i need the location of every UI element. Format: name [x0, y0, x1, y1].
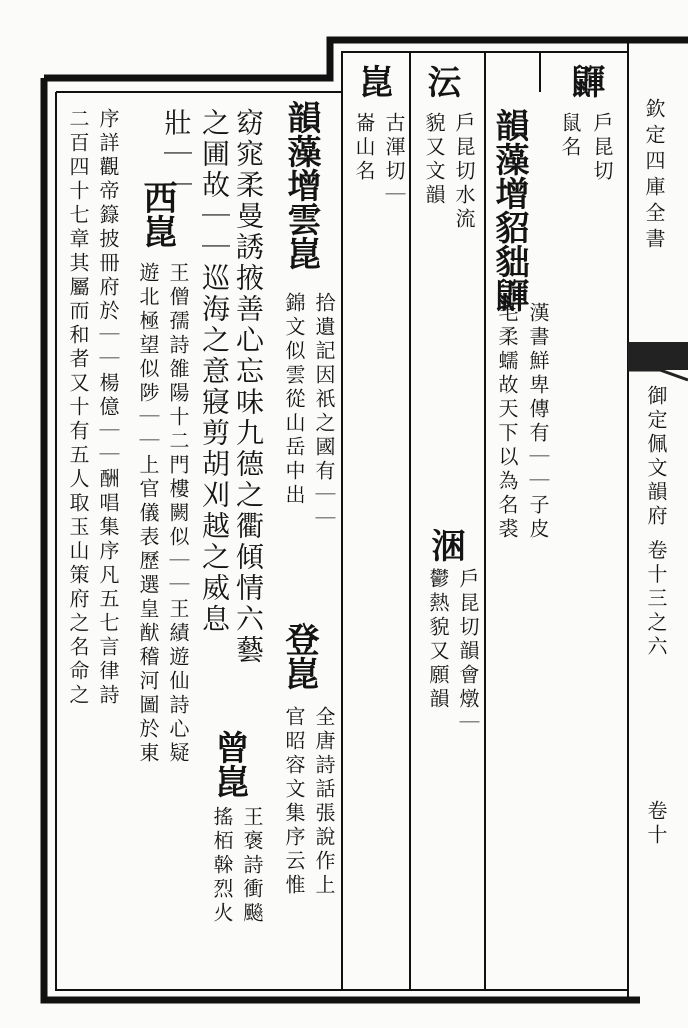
c3-note: 戶昆切水流 — [452, 112, 476, 232]
c8-text2: 二百四十七章其屬而和者又十有五人取玉山策府之名命之 — [66, 108, 90, 708]
c6-note2: 搖栢榦烈火 — [210, 806, 234, 926]
c5-note2: 錦文似雲從山岳中出 — [282, 292, 306, 508]
c7-head: 西崑 — [137, 180, 177, 248]
c6-note: 王褒詩衝飈 — [240, 806, 264, 926]
c3-note3: 戶昆切韻會燉｜ — [456, 568, 480, 736]
c6-text2: 之圃故｜｜巡海之意寢剪胡刈越之威息 — [198, 108, 231, 635]
c5-head: 韻藻增雲崑 — [281, 100, 321, 270]
c1-note2: 鼠名 — [558, 112, 582, 160]
book-title: 欽定四庫全書 — [642, 98, 666, 254]
c2-note2: 毛柔蠕故天下以為名裘 — [495, 302, 519, 542]
c5-head2: 登崑 — [279, 622, 319, 690]
c1-note: 戶昆切 — [590, 112, 614, 184]
c4-head: 崑 — [353, 64, 393, 98]
c3-head: 沄 — [421, 64, 461, 98]
c7-note: 王僧孺詩雒陽十二門樓闕似｜｜王績遊仙詩心疑 — [166, 262, 190, 766]
c2-note: 漢書鮮卑傳有｜｜子皮 — [526, 302, 550, 542]
c6-head: 曾崑 — [209, 730, 249, 798]
c5-note3: 全唐詩話張說作上 — [312, 706, 336, 898]
leaf-number: 卷十 — [644, 800, 668, 848]
c1-head: 鼲 — [565, 64, 605, 98]
c3-note2: 貌又文韻 — [422, 112, 446, 208]
c3-head2: 涃 — [425, 528, 465, 562]
c3-note4: 鬱熱貌又願韻 — [426, 568, 450, 712]
c4-note: 古渾切｜ — [382, 112, 406, 208]
c7-note2: 遊北極望似陟｜｜上官儀表歷選皇猷稽河圖於東 — [136, 262, 160, 766]
c7-text: 壯｜｜ — [160, 108, 193, 201]
c4-note2: 崙山名 — [352, 112, 376, 184]
c6-text: 窈窕柔曼誘掖善心忘味九德之衢傾情六藝 — [232, 108, 265, 666]
c2-head: 韻藻增貂貀鼲 — [489, 108, 529, 312]
c5-note4: 官昭容文集序云惟 — [282, 706, 306, 898]
volume-label: 御定佩文韻府 卷十三之六 — [644, 385, 668, 660]
c5-note: 拾遺記因祇之國有｜｜ — [312, 292, 336, 532]
c8-text: 序詳觀帝籙披冊府於｜｜楊億｜｜酬唱集序凡五七言律詩 — [96, 108, 120, 708]
